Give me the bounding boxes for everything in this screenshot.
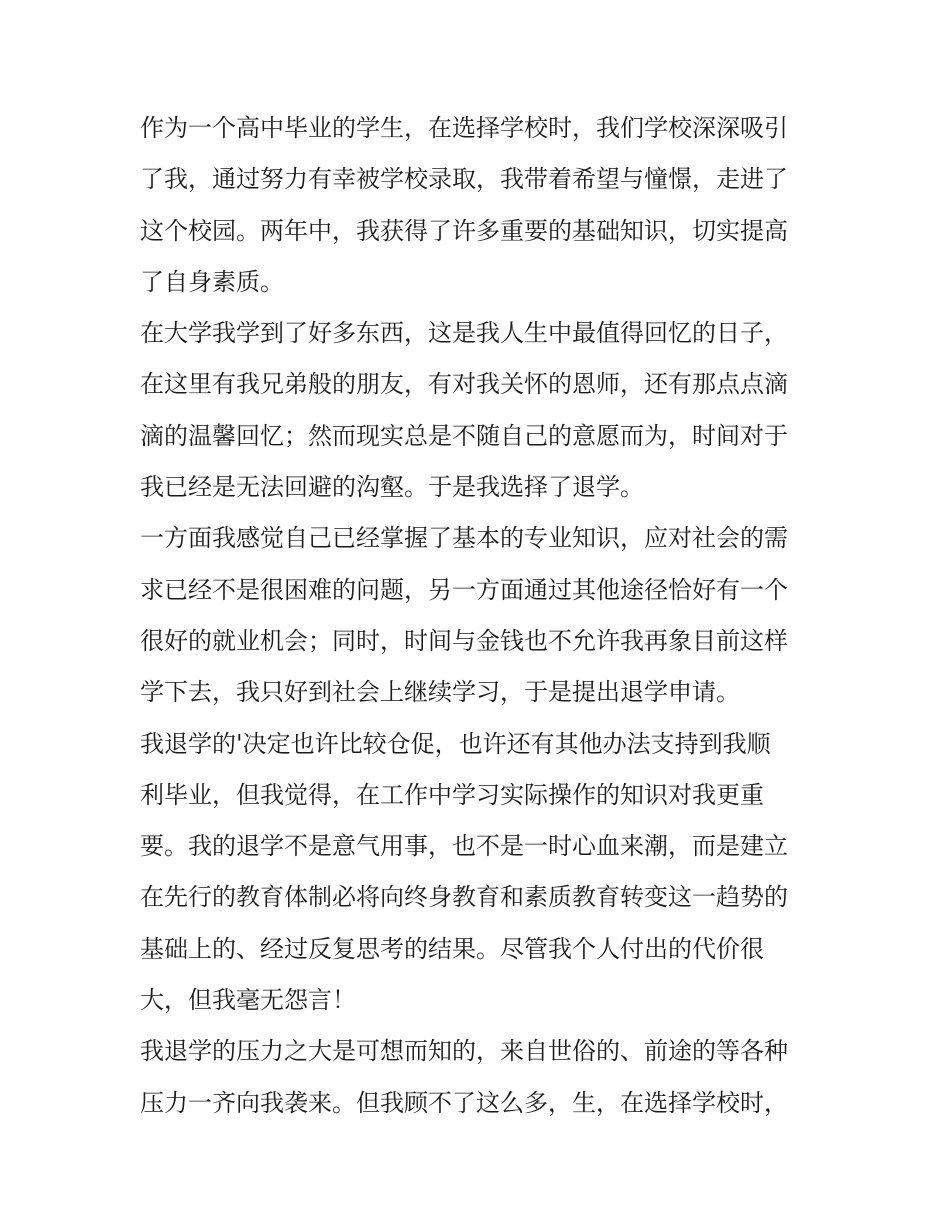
text-line: 压力一齐向我袭来。但我顾不了这么多，生，在选择学校时， — [140, 1088, 788, 1117]
text-line: 作为一个高中毕业的学生，在选择学校时，我们学校深深吸引 — [140, 114, 788, 142]
text-line: 了自身素质。 — [140, 267, 284, 296]
text-line: 在先行的教育体制必将向终身教育和素质教育转变这一趋势的 — [140, 883, 788, 912]
text-line: 很好的就业机会；同时，时间与金钱也不允许我再象目前这样 — [140, 626, 788, 655]
text-line: 我退学的'决定也许比较仓促，也许还有其他办法支持到我顺 — [140, 729, 771, 758]
text-line: 这个校园。两年中，我获得了许多重要的基础知识，切实提高 — [140, 216, 788, 245]
text-line: 我已经是无法回避的沟壑。于是我选择了退学。 — [140, 473, 644, 502]
text-line: 在这里有我兄弟般的朋友，有对我关怀的恩师，还有那点点滴 — [140, 370, 788, 399]
text-line: 求已经不是很困难的问题，另一方面通过其他途径恰好有一个 — [140, 575, 788, 604]
text-line: 大，但我毫无怨言！ — [140, 986, 356, 1015]
text-line: 利毕业，但我觉得，在工作中学习实际操作的知识对我更重 — [140, 780, 764, 809]
text-line: 滴的温馨回忆；然而现实总是不随自己的意愿而为，时间对于 — [140, 421, 788, 450]
text-line: 我退学的压力之大是可想而知的，来自世俗的、前途的等各种 — [140, 1037, 788, 1066]
text-line: 学下去，我只好到社会上继续学习，于是提出退学申请。 — [140, 678, 740, 707]
document-body — [140, 103, 820, 1129]
text-line: 基础上的、经过反复思考的结果。尽管我个人付出的代价很 — [140, 934, 764, 963]
text-line: 一方面我感觉自己已经掌握了基本的专业知识，应对社会的需 — [140, 524, 788, 553]
text-line: 了我，通过努力有幸被学校录取，我带着希望与憧憬，走进了 — [140, 165, 788, 194]
text-line: 要。我的退学不是意气用事，也不是一时心血来潮，而是建立 — [140, 832, 788, 861]
text-line: 在大学我学到了好多东西，这是我人生中最值得回忆的日子， — [140, 319, 788, 348]
